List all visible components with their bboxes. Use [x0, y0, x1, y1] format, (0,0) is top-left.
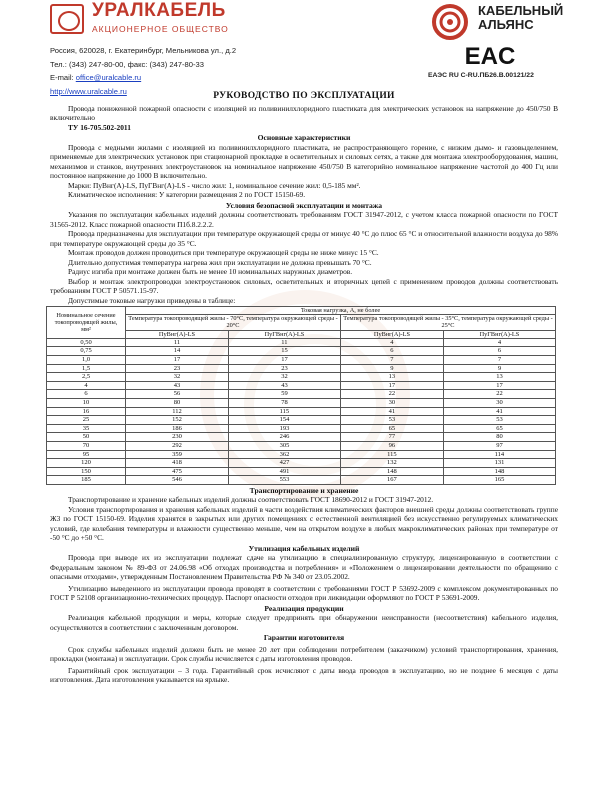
- cell-section: 1,5: [47, 364, 126, 373]
- cell-load: 80: [126, 398, 229, 407]
- group-header-35c: Температура токопроводящей жилы - 35°С, температура окружающей среды - 25°С: [340, 315, 555, 330]
- intro-text: Провода пониженной пожарной опасности с изоляцией из поливинилхлоридного пластиката для электрических установок на напряжение до 450/750 В включительно: [50, 103, 558, 122]
- email-link[interactable]: office@uralcable.ru: [75, 73, 142, 82]
- address: Россия, 620028, г. Екатеринбург, Мельникова ул., д.2: [50, 46, 237, 55]
- cell-load: 41: [443, 407, 555, 416]
- website-link[interactable]: http://www.uralcable.ru: [50, 86, 127, 96]
- cell-load: 6: [443, 347, 555, 356]
- section-warranty: Гарантии изготовителя: [263, 633, 345, 643]
- cell-load: 9: [443, 364, 555, 373]
- paragraph: Провода предназначены для эксплуатации при температуре окружающей среды от минус 40 °С до плюс 65 °С и относительной влажности воздуха до 98% при температуре окружающей среды до 35 °С.: [50, 229, 558, 248]
- cell-load: 65: [340, 424, 443, 433]
- cell-load: 17: [126, 356, 229, 365]
- cell-load: 30: [340, 398, 443, 407]
- cell-load: 4: [443, 338, 555, 347]
- paragraph: Монтаж проводов должен проводиться при температуре окружающей среды не ниже минус 15 °С.: [68, 248, 379, 257]
- paragraph: Климатическое исполнения: У категории размещения 2 по ГОСТ 15150-69.: [68, 190, 306, 199]
- cell-load: 13: [443, 373, 555, 382]
- phone: Тел.: (343) 247-80-00, факс: (343) 247-80-33: [50, 59, 204, 69]
- table-row: [47, 450, 556, 459]
- table-row: [47, 373, 556, 382]
- paragraph: Допустимые токовые нагрузки приведены в таблице:: [68, 295, 236, 305]
- table-row: [47, 441, 556, 450]
- cell-section: 10: [47, 398, 126, 407]
- cell-load: 230: [126, 433, 229, 442]
- paragraph: Гарантийный срок эксплуатации – 3 года. Гарантийный срок исчисляют с даты ввода проводов в эксплуатацию, но не позднее 6 месяцев с даты изготовления. Дата изготовления указывается на ярлыке.: [50, 665, 558, 685]
- cell-section: 35: [47, 424, 126, 433]
- cell-load: 115: [228, 407, 340, 416]
- cell-load: 43: [228, 381, 340, 390]
- cell-section: 0,75: [47, 347, 126, 356]
- cell-load: 97: [443, 441, 555, 450]
- cell-load: 96: [340, 441, 443, 450]
- table-row: [47, 347, 556, 356]
- cell-load: 167: [340, 476, 443, 485]
- paragraph: Условия транспортирования и хранения кабельных изделий в части воздействия климатических факторов внешней среды должны соответствовать группе Ж3 по ГОСТ 15150-69. Изделия хранятся в закрытых или других помещениях с естественной вентиляцией без искусственно регулируемых климатических условий, где колебания температуры и влажности существенно меньше, чем на открытом воздухе в любых макроклиматических районах при температуре от -50 °С до +50 °С.: [50, 504, 558, 543]
- paragraph: Реализация кабельной продукции и меры, которые следует предпринять при обнаружении неисправности (несоответствия) кабельного изделия, осуществляются в соответствии с заключенным договором.: [50, 613, 558, 632]
- current-load-table: [46, 306, 556, 485]
- cell-load: 53: [443, 416, 555, 425]
- cell-load: 112: [126, 407, 229, 416]
- table-row: [47, 381, 556, 390]
- cell-load: 154: [228, 416, 340, 425]
- cell-load: 14: [126, 347, 229, 356]
- paragraph: Указания по эксплуатации кабельных изделий должны соответствовать требованиям ГОСТ 31947-2012, с учетом класса пожарной опасности по ГОСТ 31565-2012. Класс пожарной опасности П1б.8.2.2.2.: [50, 210, 558, 229]
- cell-section: 50: [47, 433, 126, 442]
- cell-section: 120: [47, 459, 126, 468]
- cell-load: 65: [443, 424, 555, 433]
- table-row: [47, 433, 556, 442]
- table-body: [47, 338, 556, 484]
- cell-load: 11: [228, 338, 340, 347]
- cell-load: 427: [228, 459, 340, 468]
- tech-spec-number: ТУ 16-705.502-2011: [68, 122, 131, 132]
- cell-section: 0,50: [47, 338, 126, 347]
- cell-section: 16: [47, 407, 126, 416]
- cell-load: 17: [443, 381, 555, 390]
- cell-load: 292: [126, 441, 229, 450]
- cell-section: 25: [47, 416, 126, 425]
- cell-load: 80: [443, 433, 555, 442]
- cell-load: 131: [443, 459, 555, 468]
- cell-load: 15: [228, 347, 340, 356]
- cell-load: 4: [340, 338, 443, 347]
- cell-load: 23: [228, 364, 340, 373]
- manual-body: [50, 92, 558, 685]
- uralkabel-logo: [50, 2, 250, 38]
- cell-section: 2,5: [47, 373, 126, 382]
- col-header-load: Токовая нагрузка, А, не более: [126, 307, 556, 315]
- cell-section: 185: [47, 476, 126, 485]
- alliance-line1: КАБЕЛЬНЫЙ: [478, 3, 564, 18]
- cell-load: 59: [228, 390, 340, 399]
- cell-load: 152: [126, 416, 229, 425]
- table-row: [47, 407, 556, 416]
- paragraph: Марки: ПуВнг(А)-LS, ПуГВнг(А)-LS - число жил: 1, номинальное сечение жил: 0,5-185 мм².: [68, 180, 361, 190]
- cell-load: 22: [340, 390, 443, 399]
- cell-load: 305: [228, 441, 340, 450]
- cell-section: 6: [47, 390, 126, 399]
- cell-load: 148: [443, 467, 555, 476]
- cell-load: 7: [443, 356, 555, 365]
- cell-load: 56: [126, 390, 229, 399]
- cell-load: 22: [443, 390, 555, 399]
- cell-load: 9: [340, 364, 443, 373]
- cell-section: 150: [47, 467, 126, 476]
- cell-load: 53: [340, 416, 443, 425]
- cell-load: 114: [443, 450, 555, 459]
- cell-section: 70: [47, 441, 126, 450]
- cell-load: 475: [126, 467, 229, 476]
- table-row: [47, 398, 556, 407]
- cell-load: 418: [126, 459, 229, 468]
- section-main-characteristics: Основные характеристики: [257, 133, 351, 142]
- section-disposal: Утилизация кабельных изделий: [248, 543, 360, 553]
- cell-load: 23: [126, 364, 229, 373]
- cell-load: 78: [228, 398, 340, 407]
- section-safe-operation: Условия безопасной эксплуатации и монтажа: [225, 200, 383, 210]
- eac-mark-text: EAC: [464, 43, 516, 70]
- cell-load: 186: [126, 424, 229, 433]
- table-row: [47, 424, 556, 433]
- sub-header: ПуВнг(А)-LS: [340, 330, 443, 338]
- section-transport-storage: Транспортирование и хранение: [249, 485, 359, 495]
- cell-load: 77: [340, 433, 443, 442]
- section-sales: Реализация продукции: [264, 603, 344, 613]
- group-header-70c: Температура токопроводящей жилы - 70°С, температура окружающей среды - 20°С: [126, 315, 341, 330]
- sub-header: ПуВнг(А)-LS: [126, 330, 229, 338]
- certificate-code: ЕАЭС RU С-RU.ПБ26.В.00121/22: [428, 72, 534, 79]
- cell-load: 491: [228, 467, 340, 476]
- cell-load: 17: [340, 381, 443, 390]
- cell-load: 115: [340, 450, 443, 459]
- cell-load: 6: [340, 347, 443, 356]
- table-row: [47, 356, 556, 365]
- table-row: [47, 338, 556, 347]
- cell-load: 13: [340, 373, 443, 382]
- cell-load: 362: [228, 450, 340, 459]
- paragraph: Утилизацию выведенного из эксплуатации провода проводят в соответствии с требованиями ГОСТ Р 53692-2009 с комплексом документированных по ГОСТ Р 52108 организационно-технических процедур. Паспорт опасности отходов при ликвидации оформляют по ГОСТ Р 53691-2009.: [50, 583, 558, 603]
- paragraph: Провода с медными жилами с изоляцией из поливинилхлоридного пластиката, не распространяющего горение, с низким дымо- и газовыделением, применяемые для электрических установок при стационарной прокладке в осветительных и силовых сетях, а также для монтажа электрооборудования, машин, механизмов и станков, внутренних электроустановок на номинальное напряжение 450/750 В категорийно номинальное напряжение частотой до 400 Гц или постоянное напряжение до 1000 В включительно.: [50, 142, 558, 180]
- cell-load: 546: [126, 476, 229, 485]
- cell-load: 30: [443, 398, 555, 407]
- table-row: [47, 467, 556, 476]
- eac-certification-mark: [464, 42, 516, 70]
- col-header-section: Номинальное сечение токопроводящей жилы, мм²: [47, 307, 126, 339]
- sub-header: ПуГВнг(А)-LS: [228, 330, 340, 338]
- email-label: E-mail:: [50, 73, 76, 82]
- sub-header: ПуГВнг(А)-LS: [443, 330, 555, 338]
- paragraph: Транспортирование и хранение кабельных изделий должны соответствовать ГОСТ 18690-2012 и ГОСТ 31947-2012.: [68, 495, 434, 505]
- document-title: РУКОВОДСТВО ПО ЭКСПЛУАТАЦИИ: [213, 91, 395, 101]
- email-line: [50, 71, 236, 85]
- uralkabel-emblem-icon: [50, 4, 84, 34]
- cell-load: 11: [126, 338, 229, 347]
- cell-load: 148: [340, 467, 443, 476]
- cell-section: 1,0: [47, 356, 126, 365]
- cell-section: 95: [47, 450, 126, 459]
- cable-alliance-emblem-icon: [430, 2, 470, 40]
- table-row: [47, 459, 556, 468]
- paragraph: Длительно допустимая температура нагрева жил при эксплуатации не должна превышать 70 °С.: [68, 257, 372, 267]
- cell-section: 4: [47, 381, 126, 390]
- cell-load: 43: [126, 381, 229, 390]
- cell-load: 17: [228, 356, 340, 365]
- cell-load: 165: [443, 476, 555, 485]
- brand-name: УРАЛКАБЕЛЬ: [92, 0, 226, 21]
- table-row: [47, 390, 556, 399]
- cell-load: 41: [340, 407, 443, 416]
- cell-load: 193: [228, 424, 340, 433]
- cell-load: 246: [228, 433, 340, 442]
- cell-load: 32: [228, 373, 340, 382]
- alliance-line2: АЛЬЯНС: [478, 17, 534, 32]
- paragraph: Срок службы кабельных изделий должен быть не менее 20 лет при соблюдении потребителем (заказчиком) условий транспортирования, хранения, прокладки (монтажа) и эксплуатации. Срок службы исчисляется с даты изготовления проводов.: [50, 644, 558, 664]
- paragraph: Провода при выводе их из эксплуатации подлежат сдаче на утилизацию в специализированную структуру, лицензированную в соответствии с Федеральным законом № 89-ФЗ от 24.06.98 «Об отходах производства и потребления» и «Положением о лицензировании деятельности по обращению с опасными отходами», утвержденным Постановлением Правительства РФ № 340 от 23.05.2002.: [50, 553, 558, 582]
- cell-load: 7: [340, 356, 443, 365]
- paragraph: Радиус изгиба при монтаже должен быть не менее 10 номинальных наружных диаметров.: [68, 267, 353, 276]
- brand-subtitle: АКЦИОНЕРНОЕ ОБЩЕСТВО: [92, 24, 229, 34]
- cell-load: 132: [340, 459, 443, 468]
- contact-block: [50, 44, 236, 98]
- table-row: [47, 476, 556, 485]
- table-row: [47, 364, 556, 373]
- cell-load: 553: [228, 476, 340, 485]
- cell-load: 359: [126, 450, 229, 459]
- paragraph: Выбор и монтаж электропроводки электроустановок силовых, осветительных и вторичных цепей с применением проводов должны соответствовать требованиям ГОСТ Р 50571.15-97.: [50, 276, 558, 295]
- cell-load: 32: [126, 373, 229, 382]
- alliance-name: [478, 4, 563, 32]
- table-row: [47, 416, 556, 425]
